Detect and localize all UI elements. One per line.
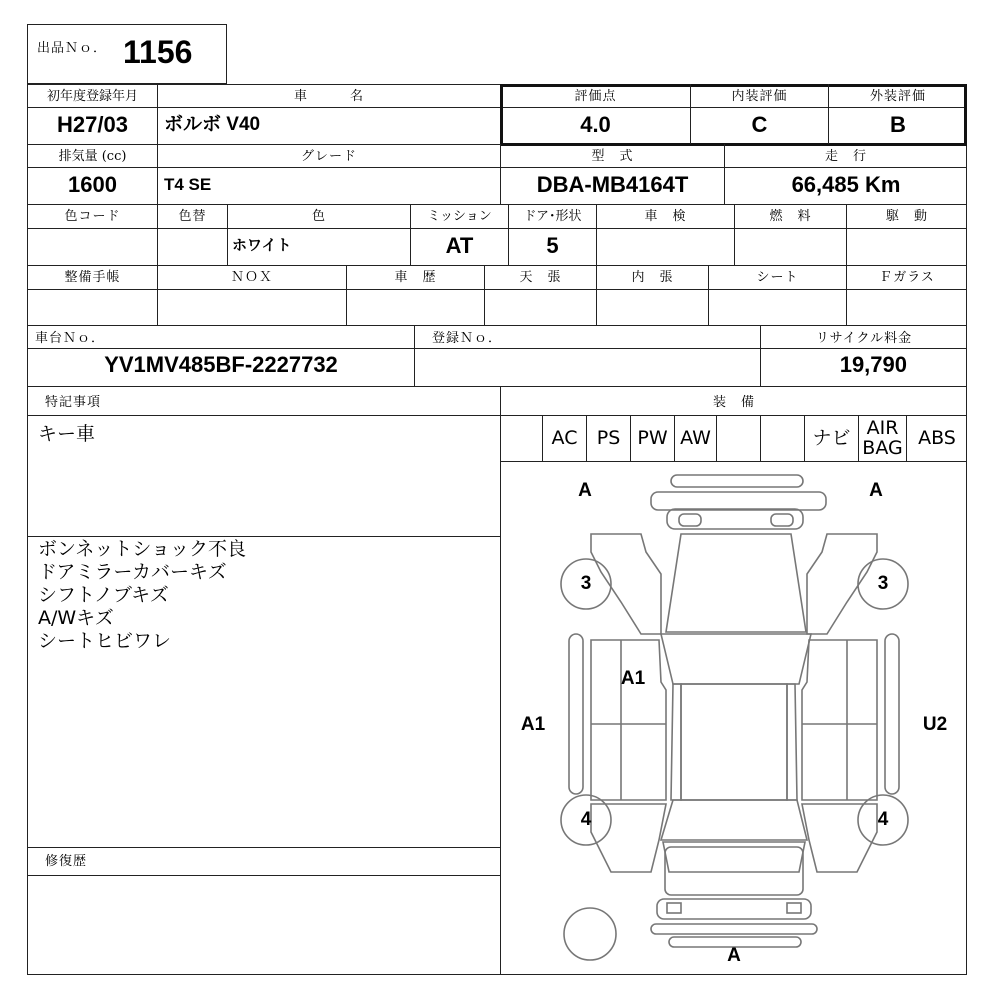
color-value: ホワイト bbox=[232, 237, 292, 254]
roof bbox=[681, 684, 787, 800]
repair-label: 修復歴 bbox=[45, 854, 88, 869]
manual-label: 整備手帳 bbox=[64, 270, 121, 285]
car-name-value: ボルボ V40 bbox=[164, 114, 261, 135]
left-doors bbox=[591, 640, 666, 800]
score-value: 4.0 bbox=[580, 112, 611, 137]
damage-rear-right-wheel: 4 bbox=[877, 809, 889, 830]
displacement-label: 排気量 (cc) bbox=[58, 149, 127, 164]
displacement-value: 1600 bbox=[68, 172, 117, 197]
inspection-label: 車 検 bbox=[644, 209, 687, 224]
notes-list bbox=[38, 538, 246, 653]
history-label: 車 歴 bbox=[394, 270, 437, 285]
drive-label: 駆 動 bbox=[885, 209, 928, 224]
damage-front-right-wheel: 3 bbox=[877, 573, 889, 594]
mission-value: AT bbox=[445, 233, 474, 258]
color-code-label: 色コード bbox=[64, 209, 121, 224]
mission-label: ミッション bbox=[427, 209, 492, 224]
rear-bumper bbox=[657, 899, 811, 919]
notes-label: 特記事項 bbox=[45, 395, 102, 410]
equip-abs: ABS bbox=[918, 427, 956, 449]
recycle-value: 19,790 bbox=[839, 352, 907, 377]
note-line: ボンネットショック不良 bbox=[38, 538, 247, 560]
equip-aw: AW bbox=[680, 427, 711, 449]
exterior-label: 外装評価 bbox=[869, 89, 926, 104]
first-reg-label: 初年度登録年月 bbox=[46, 89, 138, 104]
model-value: DBA-MB4164T bbox=[536, 172, 689, 197]
equip-pw: PW bbox=[637, 427, 668, 449]
lot-number-value: 1156 bbox=[123, 34, 193, 70]
door-label: ドア･形状 bbox=[523, 209, 582, 224]
rear-window bbox=[661, 800, 807, 840]
mileage-label: 走 行 bbox=[824, 149, 867, 164]
damage-front-left: A bbox=[578, 480, 592, 501]
inner-label: 内 張 bbox=[631, 270, 674, 285]
note-line: シフトノブキズ bbox=[38, 584, 169, 606]
fuel-label: 燃 料 bbox=[769, 209, 812, 224]
repaint-label: 色替 bbox=[178, 209, 207, 224]
model-label: 型 式 bbox=[591, 149, 634, 164]
right-sill bbox=[885, 634, 899, 794]
equipment-label: 装 備 bbox=[712, 395, 755, 410]
spare-tire bbox=[564, 908, 616, 960]
lot-number-label: 出品Ｎｏ． bbox=[37, 41, 108, 56]
front-bumper-top bbox=[671, 475, 803, 487]
note-line: シートヒビワレ bbox=[38, 630, 172, 652]
chassis-value: YV1MV485BF-2227732 bbox=[104, 352, 338, 377]
color-label: 色 bbox=[311, 209, 326, 224]
damage-rear-left-wheel: 4 bbox=[580, 809, 592, 830]
score-label: 評価点 bbox=[574, 89, 617, 104]
equip-navi: ナビ bbox=[812, 427, 851, 449]
left-sill bbox=[569, 634, 583, 794]
note-key-car: キー車 bbox=[38, 423, 96, 445]
recycle-label: リサイクル料金 bbox=[815, 331, 913, 346]
grade-value: T4 SE bbox=[164, 175, 212, 194]
damage-rear: A bbox=[727, 945, 741, 966]
interior-label: 内装評価 bbox=[731, 89, 788, 104]
glass-label: Ｆガラス bbox=[879, 270, 935, 285]
damage-left-side: A1 bbox=[520, 714, 546, 735]
chassis-label: 車台Ｎｏ． bbox=[35, 331, 106, 346]
car-name-label: 車 名 bbox=[293, 89, 364, 104]
front-bumper bbox=[651, 492, 826, 510]
hood bbox=[666, 534, 806, 632]
roof-label: 天 張 bbox=[519, 270, 562, 285]
damage-front-left-wheel: 3 bbox=[580, 573, 592, 594]
damage-right-side: U2 bbox=[922, 714, 948, 735]
registration-label: 登録Ｎｏ． bbox=[432, 331, 503, 346]
mileage-value: 66,485 Km bbox=[791, 172, 901, 197]
first-reg-value: H27/03 bbox=[57, 112, 128, 137]
notes-top bbox=[38, 423, 95, 446]
damage-center: A1 bbox=[620, 668, 646, 689]
nox-label: ＮＯＸ bbox=[230, 270, 273, 285]
right-doors bbox=[802, 640, 877, 800]
damage-front-right: A bbox=[869, 480, 883, 501]
equip-ps: PS bbox=[596, 427, 621, 449]
note-line: A/Wキズ bbox=[38, 607, 114, 629]
note-line: ドアミラーカバーキズ bbox=[38, 561, 227, 583]
rear-panel bbox=[665, 847, 803, 895]
car-damage-diagram bbox=[501, 462, 967, 974]
equip-ac: AC bbox=[551, 427, 578, 449]
interior-value: C bbox=[751, 112, 768, 137]
seat-label: シート bbox=[756, 270, 799, 285]
equip-airbag: AIR BAG bbox=[862, 417, 903, 459]
door-value: 5 bbox=[546, 233, 559, 258]
windshield bbox=[661, 634, 811, 684]
grade-label: グレード bbox=[300, 149, 357, 164]
exterior-value: B bbox=[890, 112, 906, 137]
